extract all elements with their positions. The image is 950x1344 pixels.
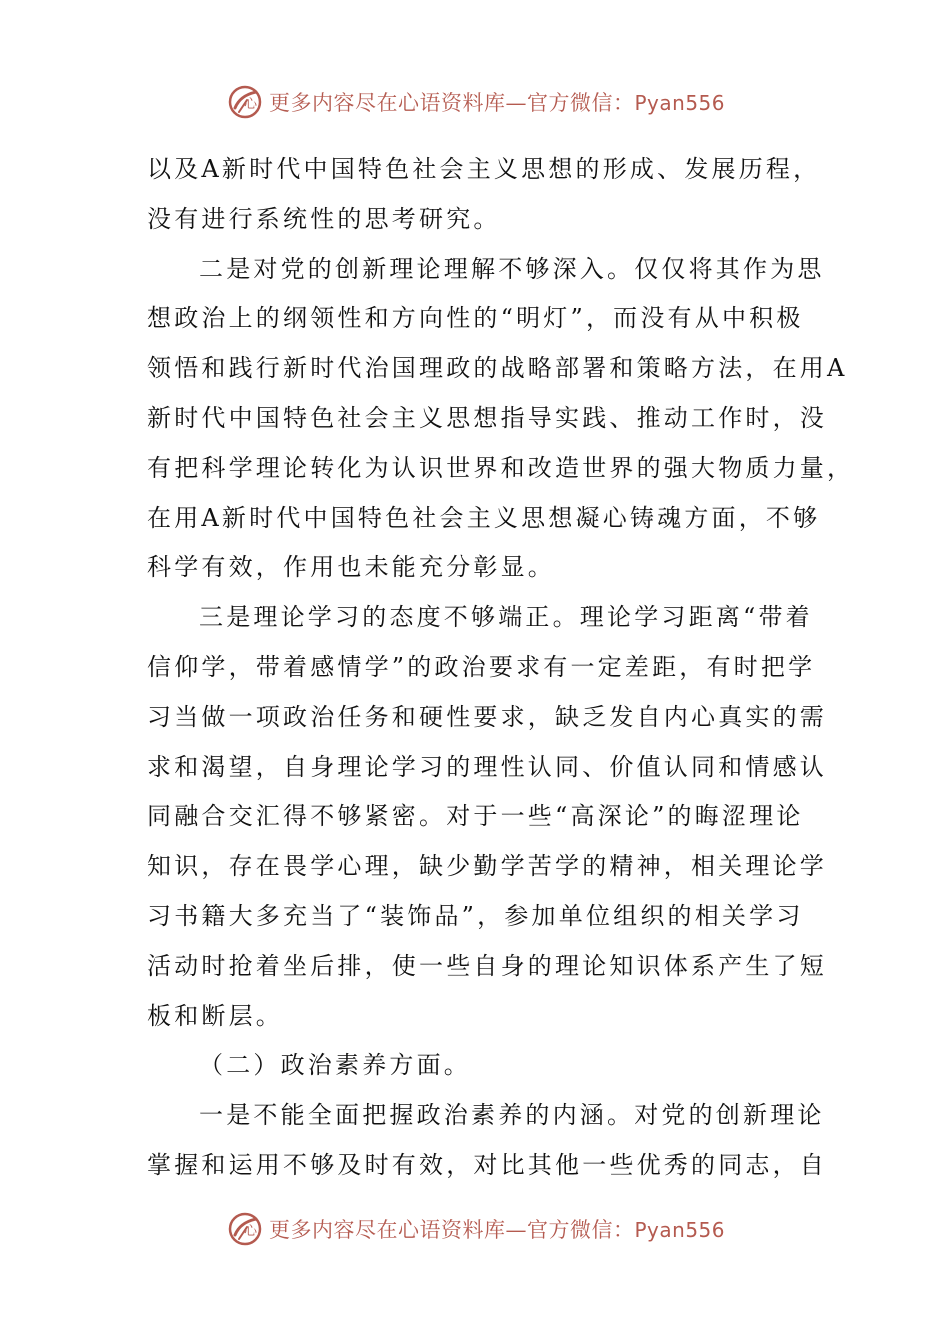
text-line: 习当做一项政治任务和硬性要求，缺乏发自内心真实的需 (147, 702, 827, 731)
text-line: 新时代中国特色社会主义思想指导实践、推动工作时，没 (147, 403, 827, 432)
document-body (147, 145, 855, 1191)
watermark-text: 更多内容尽在心语资料库—官方微信：Pyan556 (269, 1218, 726, 1242)
text-line: 同融合交汇得不够紧密。对于一些“高深论”的晦涩理论 (147, 802, 804, 831)
text-line: 知识，存在畏学心理，缺少勤学苦学的精神，相关理论学 (147, 852, 827, 881)
watermark-text: 更多内容尽在心语资料库—官方微信：Pyan556 (269, 91, 726, 115)
paragraph-start: 一是不能全面把握政治素养的内涵。对党的创新理论 (199, 1101, 825, 1130)
calligraphy-logo-icon (227, 1211, 263, 1247)
text-line: 习书籍大多充当了“装饰品”，参加单位组织的相关学习 (147, 901, 804, 930)
header-watermark (227, 82, 725, 122)
text-line: 有把科学理论转化为认识世界和改造世界的强大物质力量， (147, 453, 855, 482)
text-line: 信仰学，带着感情学”的政治要求有一定差距，有时把学 (147, 652, 816, 681)
text-line: 以及A新时代中国特色社会主义思想的形成、发展历程， (147, 155, 821, 183)
text-line: 领悟和践行新时代治国理政的战略部署和策略方法，在用A (147, 354, 848, 383)
text-line: 求和渴望，自身理论学习的理性认同、价值认同和情感认 (147, 752, 827, 781)
paragraph-start: 三是理论学习的态度不够端正。理论学习距离“带着 (199, 603, 813, 632)
text-line: 科学有效，作用也未能充分彰显。 (147, 553, 555, 582)
svg-text:心: 心 (244, 1224, 258, 1239)
text-line: 没有进行系统性的思考研究。 (147, 204, 501, 233)
svg-text:心: 心 (244, 97, 258, 112)
text-line: 板和断层。 (147, 1001, 283, 1030)
text-line: 在用A新时代中国特色社会主义思想凝心铸魂方面，不够 (147, 503, 821, 532)
section-heading: （二）政治素养方面。 (199, 1051, 471, 1080)
text-line: 活动时抢着坐后排，使一些自身的理论知识体系产生了短 (147, 951, 827, 980)
footer-watermark (227, 1209, 725, 1249)
text-line: 掌握和运用不够及时有效，对比其他一些优秀的同志，自 (147, 1150, 827, 1179)
paragraph-start: 二是对党的创新理论理解不够深入。仅仅将其作为思 (199, 254, 825, 283)
text-line: 想政治上的纲领性和方向性的“明灯”，而没有从中积极 (147, 304, 804, 333)
calligraphy-logo-icon (227, 84, 263, 120)
